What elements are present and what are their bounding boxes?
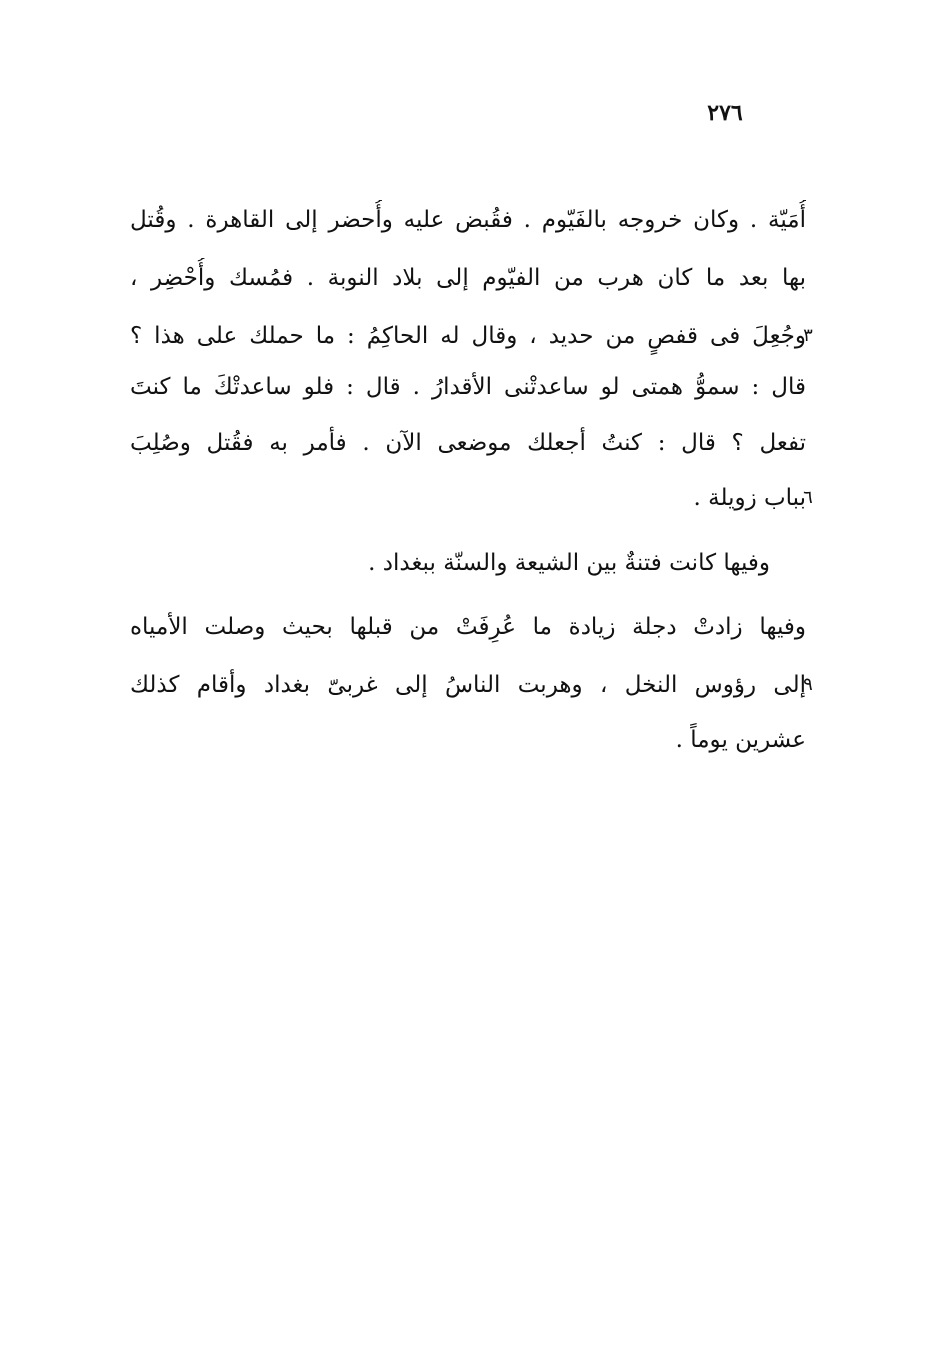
text-line-7: وفيها كانت فتنةٌ بين الشيعة والسنّة ببغداد . [368, 550, 770, 576]
line-number-9: ٩ [803, 674, 813, 695]
text-line-9: إلى رؤوس النخل ، وهربت الناسُ إلى غربىّ بغداد وأقام كذلك [130, 672, 806, 698]
text-line-2: بها بعد ما كان هرب من الفيّوم إلى بلاد النوبة . فمُسك وأُحْضِر ، [130, 265, 806, 291]
line-number-6: ٦ [803, 487, 813, 508]
text-line-5: تفعل ؟ قال : كنتُ أجعلك موضعى الآن . فأمر به فقُتل وصُلِبَ [130, 430, 806, 456]
page-number: ٢٧٦ [707, 100, 743, 126]
text-line-4: قال : سموُّ همتى لو ساعدتْنى الأقدارُ . قال : فلو ساعدتْكَ ما كنتَ [130, 374, 806, 400]
line-number-3: ٣ [803, 325, 813, 346]
text-line-1: أُمَيّة . وكان خروجه بالفَيّوم . فقُبض عليه وأُحضر إلى القاهرة . وقُتل [130, 207, 806, 233]
text-line-6: بباب زويلة . [693, 485, 806, 511]
text-line-3: وجُعِلَ فى قفصٍ من حديد ، وقال له الحاكِمُ : ما حملك على هذا ؟ [130, 323, 806, 349]
text-line-10: عشرين يوماً . [675, 727, 806, 753]
text-line-8: وفيها زادتْ دجلة زيادة ما عُرِفَتْ من قبلها بحيث وصلت الأمياه [130, 614, 806, 640]
